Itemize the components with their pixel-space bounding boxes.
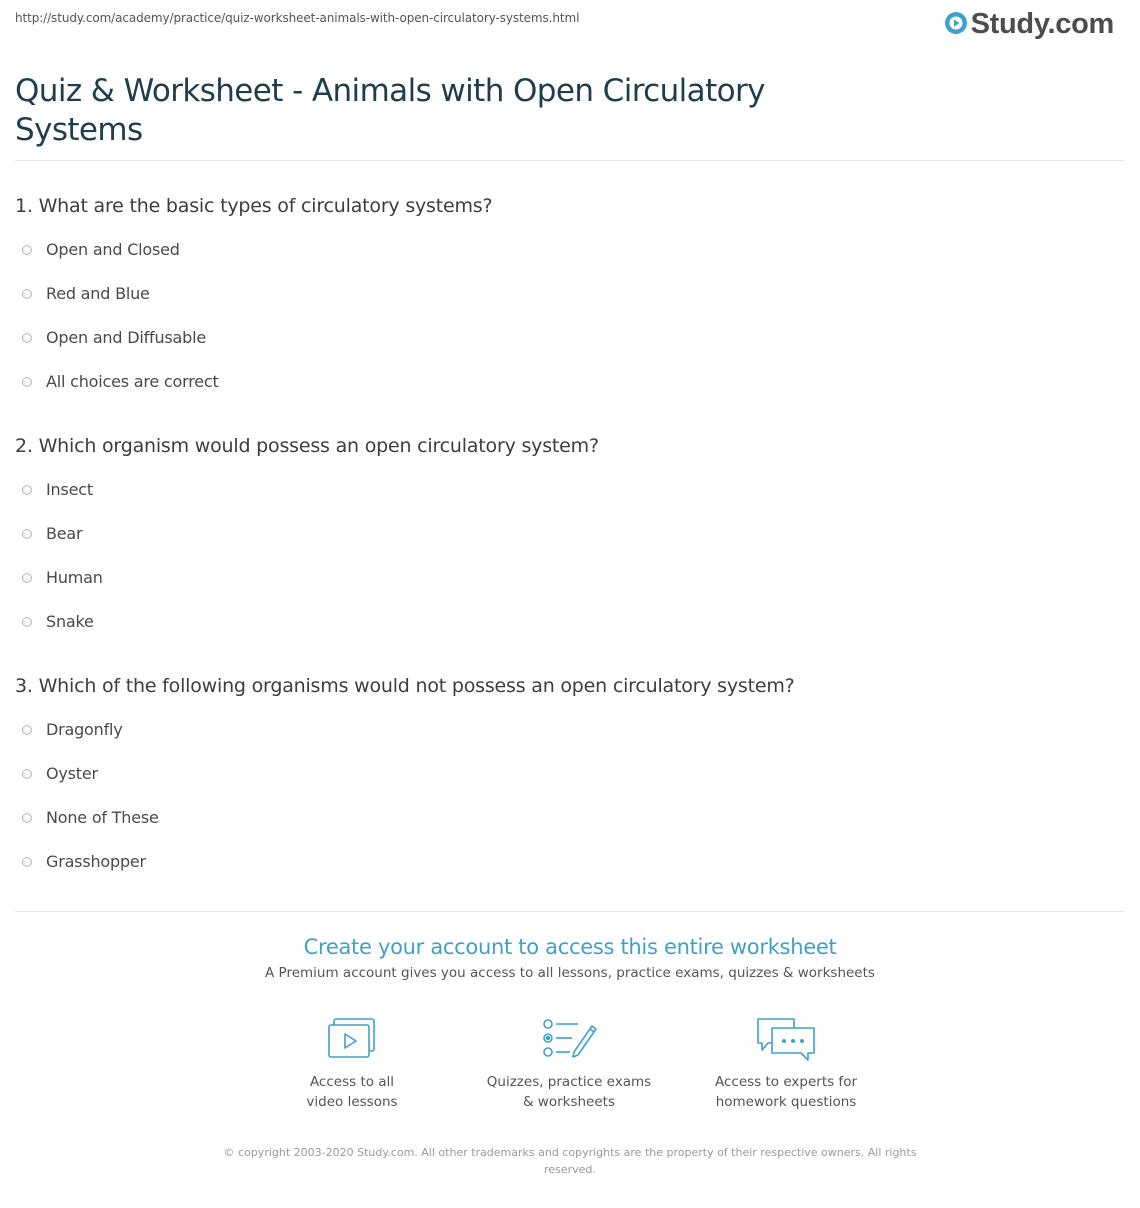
radio-button[interactable] bbox=[22, 289, 32, 299]
question-2-choice-3[interactable] bbox=[22, 568, 103, 587]
radio-button[interactable] bbox=[22, 725, 32, 735]
choice-label: Oyster bbox=[46, 764, 98, 783]
choice-label: Open and Diffusable bbox=[46, 328, 206, 347]
page-url: http://study.com/academy/practice/quiz-worksheet-animals-with-open-circulatory-systems.html bbox=[15, 11, 580, 25]
question-1-text: 1. What are the basic types of circulatory systems? bbox=[15, 195, 493, 217]
choice-label: Snake bbox=[46, 612, 94, 631]
quiz-checklist-icon bbox=[459, 1016, 679, 1062]
question-3-choice-2[interactable] bbox=[22, 764, 98, 783]
choice-label: Grasshopper bbox=[46, 852, 146, 871]
question-2 bbox=[15, 435, 599, 631]
question-3-choice-4[interactable] bbox=[22, 852, 146, 871]
study-logo[interactable] bbox=[944, 8, 1114, 41]
title-divider bbox=[15, 160, 1125, 161]
choice-label: Bear bbox=[46, 524, 83, 543]
video-lessons-icon bbox=[242, 1016, 462, 1062]
promo-subheading: A Premium account gives you access to all lessons, practice exams, quizzes & worksheets bbox=[265, 965, 875, 981]
question-3-text: 3. Which of the following organisms would not possess an open circulatory system? bbox=[15, 675, 795, 697]
question-2-text: 2. Which organism would possess an open circulatory system? bbox=[15, 435, 599, 457]
feature-label: Access to all video lessons bbox=[306, 1074, 398, 1110]
radio-button[interactable] bbox=[22, 377, 32, 387]
choice-label: Red and Blue bbox=[46, 284, 150, 303]
radio-button[interactable] bbox=[22, 529, 32, 539]
radio-button[interactable] bbox=[22, 769, 32, 779]
choice-label: Dragonfly bbox=[46, 720, 123, 739]
promo-divider bbox=[15, 911, 1125, 912]
play-logo-icon bbox=[944, 11, 968, 39]
question-3-choice-1[interactable] bbox=[22, 720, 123, 739]
radio-button[interactable] bbox=[22, 857, 32, 867]
feature-label: Access to experts for homework questions bbox=[714, 1074, 857, 1110]
feature-quizzes bbox=[459, 1016, 679, 1112]
choice-label: Open and Closed bbox=[46, 240, 180, 259]
choice-label: Insect bbox=[46, 480, 93, 499]
question-3-choice-3[interactable] bbox=[22, 808, 159, 827]
feature-experts bbox=[676, 1016, 896, 1112]
question-2-choice-1[interactable] bbox=[22, 480, 93, 499]
radio-button[interactable] bbox=[22, 617, 32, 627]
question-3 bbox=[15, 675, 795, 871]
question-1-choice-3[interactable] bbox=[22, 328, 206, 347]
question-1-choice-2[interactable] bbox=[22, 284, 150, 303]
radio-button[interactable] bbox=[22, 813, 32, 823]
create-account-link[interactable]: Create your account to access this entire worksheet bbox=[303, 935, 837, 959]
question-1 bbox=[15, 195, 493, 391]
radio-button[interactable] bbox=[22, 573, 32, 583]
choice-label: Human bbox=[46, 568, 103, 587]
logo-text: Study.com bbox=[970, 8, 1114, 40]
copyright-text: © copyright 2003-2020 Study.com. All other trademarks and copyrights are the property of their respective owners. All rights reserved. bbox=[223, 1146, 917, 1176]
radio-button[interactable] bbox=[22, 245, 32, 255]
question-1-choice-1[interactable] bbox=[22, 240, 180, 259]
feature-video-lessons bbox=[242, 1016, 462, 1112]
choice-label: All choices are correct bbox=[46, 372, 219, 391]
question-1-choice-4[interactable] bbox=[22, 372, 219, 391]
chat-bubbles-icon bbox=[676, 1016, 896, 1062]
question-2-choice-2[interactable] bbox=[22, 524, 82, 543]
page-title: Quiz & Worksheet - Animals with Open Circulatory Systems bbox=[15, 73, 765, 148]
question-2-choice-4[interactable] bbox=[22, 612, 94, 631]
radio-button[interactable] bbox=[22, 485, 32, 495]
choice-label: None of These bbox=[46, 808, 159, 827]
feature-label: Quizzes, practice exams & worksheets bbox=[486, 1074, 652, 1110]
radio-button[interactable] bbox=[22, 333, 32, 343]
